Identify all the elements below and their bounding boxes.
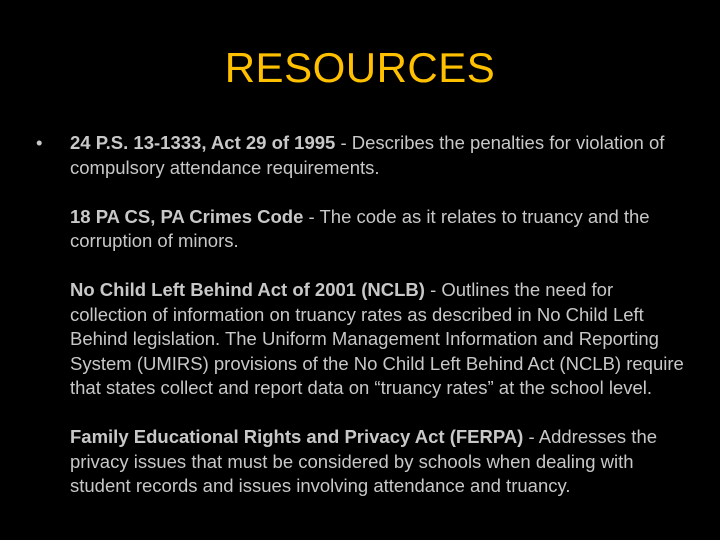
resource-description: - Describes the penalties for violation of compulsory attendance requirements. (70, 132, 665, 178)
resource-entry-pa-crimes-code (70, 205, 685, 254)
resource-title: No Child Left Behind Act of 2001 (NCLB) (70, 279, 425, 300)
resource-title: Family Educational Rights and Privacy Act (FERPA) (70, 426, 524, 447)
bullet-marker: • (36, 132, 43, 153)
resource-entry-pa-act-29 (36, 131, 685, 180)
resource-description: - Outlines the need for collection of information on truancy rates as described in No Child Left Behind legislation. The Uniform Management Information and Reporting System (UMIRS) provisions of the No Child Left Behind Act (NCLB) require that states collect and report data on “truancy rates” at the school level. (70, 279, 684, 398)
resource-list (36, 131, 685, 523)
resource-title: 24 P.S. 13-1333, Act 29 of 1995 (70, 132, 336, 153)
slide-title: RESOURCES (224, 44, 496, 91)
resource-entry-ferpa (70, 425, 685, 499)
resource-entry-nclb (70, 278, 685, 401)
resource-title: 18 PA CS, PA Crimes Code (70, 205, 304, 227)
resource-description: - Addresses the privacy issues that must be considered by schools when dealing with student records and issues involving attendance and truancy. (70, 426, 658, 496)
resource-description: - The code as it relates to truancy and the corruption of minors. (70, 205, 650, 251)
